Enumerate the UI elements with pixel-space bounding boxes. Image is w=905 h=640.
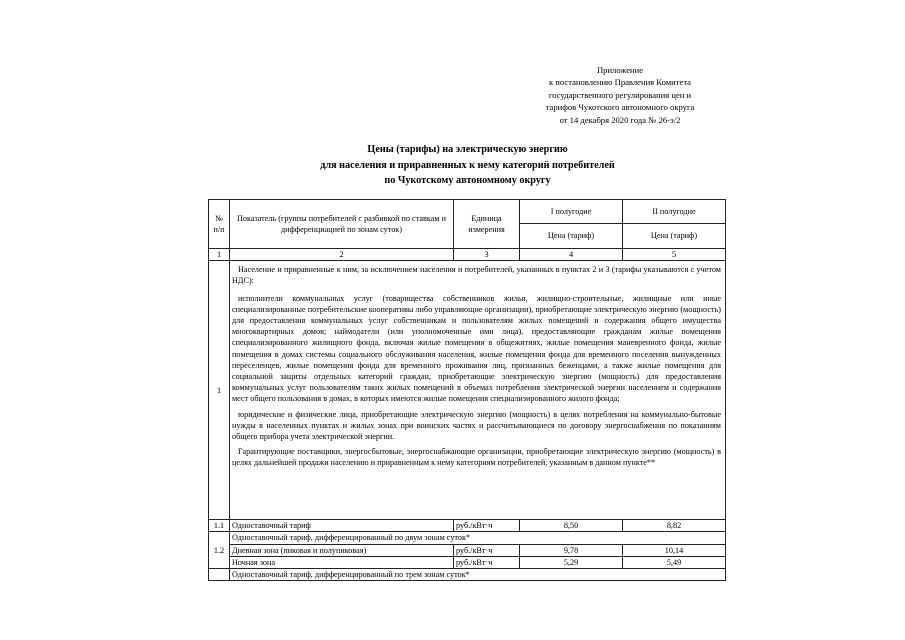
title-line: Цены (тарифы) на электрическую энергию <box>367 144 568 155</box>
header-num: № п/п <box>209 200 230 249</box>
col-number: 4 <box>520 249 623 261</box>
row-price-h1: 9,78 <box>520 544 623 556</box>
row-heading: Одноставочный тариф, дифференцированный по двум зонам суток* <box>230 532 726 544</box>
title-line: для населения и приравненных к нему категорий потребителей <box>320 159 615 171</box>
row-label: Ночная зона <box>230 556 454 568</box>
row-heading: Одноставочный тариф, дифференцированный по трем зонам суток* <box>230 569 726 581</box>
row-price-h2: 8,82 <box>623 520 726 532</box>
section-description <box>230 261 726 520</box>
section-paragraph: исполнители коммунальных услуг (товарищества собственников жилья, жилищно-строительные, жилищные или иные специализированные потребительские кооперативы либо управляющие организации), приобретающие электрическую энергию (мощность) для предоставления коммунальных услуг собственникам и пользователям жилых помещений и содержания общего имущества многоквартирных домов; наймодатели (или уполномоченные ими лица), предоставляющие гражданам жилые помещения специализированного жилищного фонда, включая жилые помещения в общежитиях, жилые помещения маневренного фонда, жилые помещения в домах системы социального обслуживания населения, жилые помещения фонда для временного поселения вынужденных переселенцев, жилые помещения фонда для временного проживания лиц, признанных беженцами, а также жилые помещения для социальной защиты отдельных категорий граждан, приобретающие электрическую энергию (мощность) для предоставления коммунальных услуг пользователям таких жилых помещений в объемах потребления электрической энергии населением и содержания мест общего пользования в домах, в которых имеются жилые помещения специализированного жилого фонда; <box>232 293 721 404</box>
appendix-block <box>470 64 770 126</box>
row-price-h2: 10,14 <box>623 544 726 556</box>
appendix-line: от 14 декабря 2020 года № 26-э/2 <box>559 114 681 125</box>
col-number: 1 <box>209 249 230 261</box>
section-paragraph: Гарантирующие поставщики, энергосбытовые, энергоснабжающие организации, приобретающие электрическую энергию (мощность) в целях дальнейшей продажи населению и приравненным к нему категориям потребителей, указанным в данном пункте** <box>232 447 721 468</box>
header-indicator: Показатель (группы потребителей с разбивкой по ставкам и дифференциацией по зонам суток) <box>230 200 454 249</box>
section-paragraph: Население и приравненные к ним, за исключением населения и потребителей, указанных в пунктах 2 и 3 (тарифы указываются с учетом НДС): <box>232 265 721 286</box>
row-unit: руб./кВт·ч <box>454 544 520 556</box>
row-num-empty <box>209 569 230 581</box>
section-paragraph: юридические и физические лица, приобретающие электрическую энергию (мощность) в целях потребления на коммунально-бытовые нужды в населенных пунктах и жилых зонах при воинских частях и рассчитывающиеся по договору энергоснабжения по показаниям общего прибора учета электрической энергии. <box>232 409 721 442</box>
row-price-h2: 5,49 <box>623 556 726 568</box>
document-title <box>210 142 725 189</box>
appendix-line: тарифов Чукотского автономного округа <box>545 102 695 113</box>
title-line: по Чукотскому автономному округу <box>384 175 551 186</box>
appendix-line: государственного регулирования цен и <box>548 89 692 100</box>
header-half2: II полугодие <box>623 200 726 224</box>
row-unit: руб./кВт·ч <box>454 520 520 532</box>
header-price2: Цена (тариф) <box>623 224 726 249</box>
tariff-table <box>208 199 726 581</box>
header-half1: I полугодие <box>520 200 623 224</box>
row-price-h1: 8,50 <box>520 520 623 532</box>
col-number: 5 <box>623 249 726 261</box>
header-unit: Единица измерения <box>454 200 520 249</box>
appendix-line: к постановлению Правления Комитета <box>548 77 691 88</box>
appendix-line: Приложение <box>596 65 644 75</box>
row-label: Одноставочный тариф <box>230 520 454 532</box>
row-unit: руб./кВт·ч <box>454 556 520 568</box>
col-number: 2 <box>230 249 454 261</box>
header-price1: Цена (тариф) <box>520 224 623 249</box>
row-num: 1.2 <box>209 532 230 569</box>
section-num: 1 <box>209 261 230 520</box>
row-label: Дневная зона (пиковая и полупиковая) <box>230 544 454 556</box>
row-price-h1: 5,29 <box>520 556 623 568</box>
row-num: 1.1 <box>209 520 230 532</box>
col-number: 3 <box>454 249 520 261</box>
